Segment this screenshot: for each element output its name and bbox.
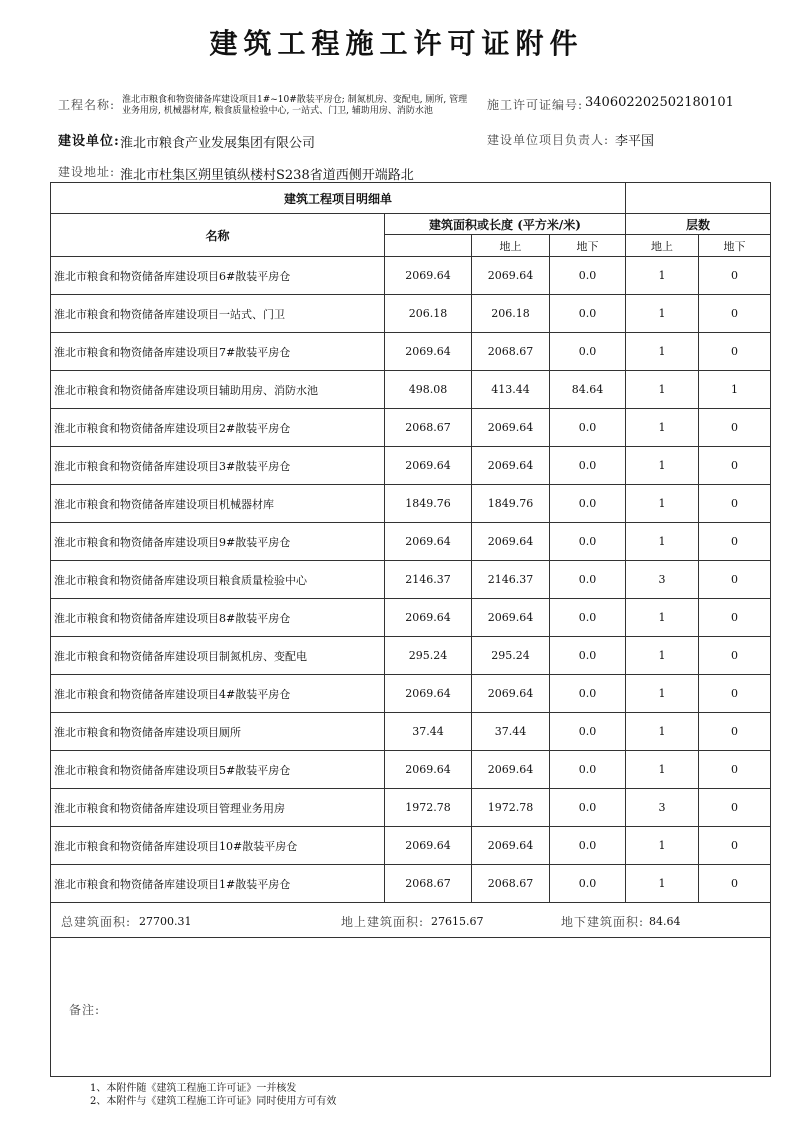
row-name: 淮北市粮食和物资储备库建设项目10#散装平房仓 [51,827,385,865]
above-area: 27615.67 [431,915,484,928]
row-area: 1849.76 [385,485,472,523]
row-floors-below: 0 [699,295,771,333]
table-row [51,257,771,295]
builder-name: 淮北市粮食产业发展集团有限公司 [120,136,316,151]
row-area-above: 1972.78 [472,789,550,827]
row-name: 淮北市粮食和物资储备库建设项目6#散装平房仓 [51,257,385,295]
row-floors-above: 1 [626,485,699,523]
row-floors-above: 1 [626,333,699,371]
row-area-above: 1849.76 [472,485,550,523]
row-name: 淮北市粮食和物资储备库建设项目辅助用房、消防水池 [51,371,385,409]
row-floors-above: 3 [626,789,699,827]
table-row [51,371,771,409]
row-floors-above: 1 [626,257,699,295]
row-name: 淮北市粮食和物资储备库建设项目1#散装平房仓 [51,865,385,903]
row-area-below: 0.0 [550,599,626,637]
row-floors-below: 0 [699,447,771,485]
row-floors-below: 1 [699,371,771,409]
permit-number: 340602202502180101 [585,95,734,110]
row-floors-below: 0 [699,713,771,751]
row-area-below: 0.0 [550,257,626,295]
remarks-label: 备注: [69,1003,101,1017]
row-area: 498.08 [385,371,472,409]
row-area: 1972.78 [385,789,472,827]
row-area-above: 2069.64 [472,599,550,637]
header-area-total-blank [385,235,472,257]
row-floors-above: 1 [626,409,699,447]
project-name-line1: 淮北市粮食和物资储备库建设项目1#~10#散装平房仓; 制氮机房、变配电, 厕所, 管理 [122,95,468,105]
row-area-below: 0.0 [550,827,626,865]
row-name: 淮北市粮食和物资储备库建设项目2#散装平房仓 [51,409,385,447]
row-floors-above: 1 [626,865,699,903]
row-area-above: 2069.64 [472,523,550,561]
row-name: 淮北市粮食和物资储备库建设项目5#散装平房仓 [51,751,385,789]
row-area: 295.24 [385,637,472,675]
row-area-above: 37.44 [472,713,550,751]
table-row [51,409,771,447]
row-area-above: 2069.64 [472,409,550,447]
row-area-above: 2068.67 [472,333,550,371]
total-area-label: 总建筑面积: [61,915,132,929]
row-floors-below: 0 [699,789,771,827]
row-area-below: 0.0 [550,523,626,561]
below-area: 84.64 [649,915,681,928]
row-area-above: 2069.64 [472,675,550,713]
header-area-above: 地上 [472,235,550,257]
row-floors-above: 1 [626,713,699,751]
header-area: 建筑面积或长度 (平方米/米) [385,214,626,235]
row-floors-above: 1 [626,675,699,713]
row-area: 37.44 [385,713,472,751]
row-floors-above: 3 [626,561,699,599]
table-row [51,485,771,523]
table-row [51,561,771,599]
project-manager-label: 建设单位项目负责人: [487,133,610,147]
below-area-label: 地下建筑面积: [561,915,645,929]
page-title: 建筑工程施工许可证附件 [209,27,584,60]
row-area-above: 2068.67 [472,865,550,903]
table-row [51,295,771,333]
table-row [51,523,771,561]
row-area-below: 0.0 [550,713,626,751]
row-floors-below: 0 [699,675,771,713]
row-floors-below: 0 [699,561,771,599]
row-area: 2146.37 [385,561,472,599]
row-area-above: 413.44 [472,371,550,409]
row-area-below: 0.0 [550,447,626,485]
row-floors-above: 1 [626,637,699,675]
row-floors-below: 0 [699,257,771,295]
table-row [51,751,771,789]
above-area-label: 地上建筑面积: [341,915,425,929]
note-1: 1、本附件随《建筑工程施工许可证》一并核发 [90,1083,297,1094]
row-area-above: 2069.64 [472,827,550,865]
row-area-above: 2069.64 [472,257,550,295]
row-floors-above: 1 [626,447,699,485]
row-floors-above: 1 [626,599,699,637]
row-area-below: 0.0 [550,333,626,371]
row-area: 2069.64 [385,827,472,865]
table-caption-blank [626,183,771,214]
project-manager: 李平国 [615,134,655,149]
header-floors: 层数 [626,214,771,235]
header-name: 名称 [51,214,385,257]
note-2: 2、本附件与《建筑工程施工许可证》同时使用方可有效 [90,1096,337,1107]
project-name-line2: 业务用房, 机械器材库, 粮食质量检验中心, 一站式、门卫, 辅助用房、消防水池 [122,106,433,116]
row-name: 淮北市粮食和物资储备库建设项目7#散装平房仓 [51,333,385,371]
header-floors-below: 地下 [699,235,771,257]
table-row [51,713,771,751]
row-name: 淮北市粮食和物资储备库建设项目3#散装平房仓 [51,447,385,485]
permit-number-label: 施工许可证编号: [487,98,584,112]
row-area-below: 0.0 [550,485,626,523]
table-row [51,447,771,485]
table-caption: 建筑工程项目明细单 [51,183,626,214]
row-name: 淮北市粮食和物资储备库建设项目粮食质量检验中心 [51,561,385,599]
row-floors-below: 0 [699,827,771,865]
row-name: 淮北市粮食和物资储备库建设项目一站式、门卫 [51,295,385,333]
row-area-below: 0.0 [550,675,626,713]
row-area: 2069.64 [385,675,472,713]
builder-label: 建设单位: [58,134,120,149]
row-area: 2069.64 [385,333,472,371]
row-name: 淮北市粮食和物资储备库建设项目机械器材库 [51,485,385,523]
row-area-below: 0.0 [550,637,626,675]
row-floors-below: 0 [699,409,771,447]
row-floors-above: 1 [626,295,699,333]
row-area-above: 2146.37 [472,561,550,599]
row-floors-above: 1 [626,827,699,865]
row-area: 2069.64 [385,751,472,789]
row-floors-above: 1 [626,523,699,561]
totals-row [51,903,771,938]
row-area-below: 84.64 [550,371,626,409]
address-label: 建设地址: [58,165,116,179]
row-area-above: 206.18 [472,295,550,333]
row-floors-below: 0 [699,485,771,523]
table-row [51,675,771,713]
row-floors-below: 0 [699,523,771,561]
row-floors-above: 1 [626,751,699,789]
table-row [51,865,771,903]
row-area-above: 2069.64 [472,447,550,485]
project-name-label: 工程名称: [58,98,116,112]
address: 淮北市杜集区朔里镇纵楼村S238省道西侧开端路北 [120,168,414,183]
footer-notes [90,1082,336,1108]
row-area: 2069.64 [385,599,472,637]
table-row [51,827,771,865]
row-area-below: 0.0 [550,865,626,903]
total-area: 27700.31 [139,915,192,928]
row-area: 2069.64 [385,523,472,561]
row-area: 2068.67 [385,409,472,447]
table-row [51,333,771,371]
row-name: 淮北市粮食和物资储备库建设项目9#散装平房仓 [51,523,385,561]
row-area: 2069.64 [385,447,472,485]
row-name: 淮北市粮食和物资储备库建设项目4#散装平房仓 [51,675,385,713]
row-area-below: 0.0 [550,751,626,789]
table-row [51,599,771,637]
row-area-above: 2069.64 [472,751,550,789]
table-row [51,637,771,675]
row-name: 淮北市粮食和物资储备库建设项目管理业务用房 [51,789,385,827]
row-area: 206.18 [385,295,472,333]
row-floors-below: 0 [699,751,771,789]
row-floors-below: 0 [699,637,771,675]
row-name: 淮北市粮食和物资储备库建设项目8#散装平房仓 [51,599,385,637]
project-detail-table [50,182,771,1077]
row-floors-below: 0 [699,599,771,637]
row-floors-below: 0 [699,333,771,371]
row-area-below: 0.0 [550,295,626,333]
table-row [51,789,771,827]
row-name: 淮北市粮食和物资储备库建设项目制氮机房、变配电 [51,637,385,675]
row-area-below: 0.0 [550,789,626,827]
header-floors-above: 地上 [626,235,699,257]
row-area-below: 0.0 [550,561,626,599]
remarks-cell [51,938,771,1077]
row-floors-below: 0 [699,865,771,903]
row-area: 2068.67 [385,865,472,903]
row-name: 淮北市粮食和物资储备库建设项目厕所 [51,713,385,751]
header-area-below: 地下 [550,235,626,257]
row-floors-above: 1 [626,371,699,409]
row-area-below: 0.0 [550,409,626,447]
row-area-above: 295.24 [472,637,550,675]
row-area: 2069.64 [385,257,472,295]
